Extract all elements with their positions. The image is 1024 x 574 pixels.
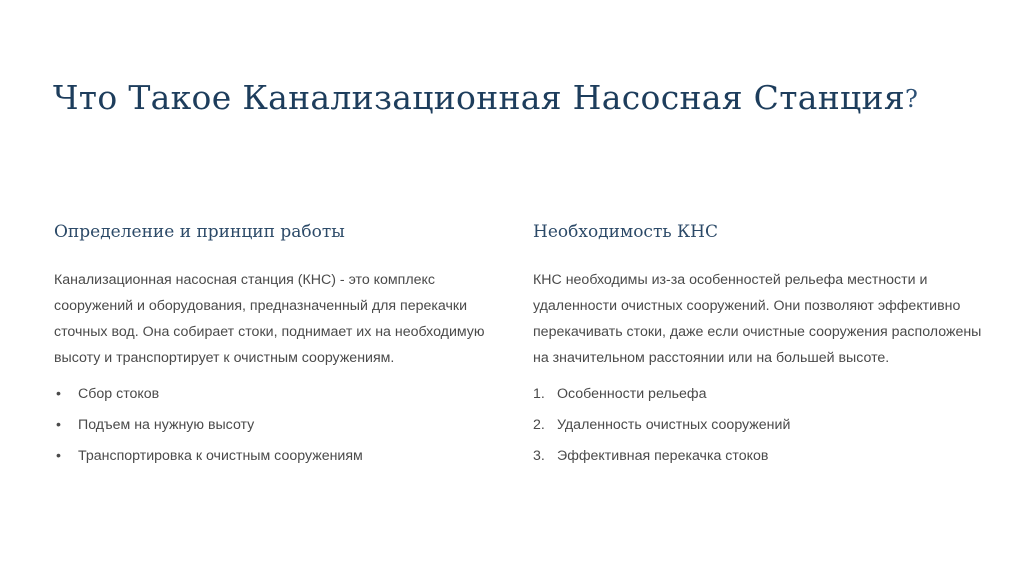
list-item-text: Транспортировка к очистным сооружениям (78, 448, 363, 464)
list-item (533, 415, 983, 446)
list-item (533, 446, 983, 477)
left-column (54, 219, 504, 477)
list-item-text: Удаленность очистных сооружений (557, 417, 791, 433)
list-number: 2. (533, 417, 545, 433)
slide-title-text: Что Такое Канализационная Насосная Станция (53, 78, 905, 117)
bullet-marker: • (56, 386, 61, 402)
list-item-text: Подъем на нужную высоту (78, 417, 255, 433)
right-column (533, 219, 983, 477)
list-item-text: Особенности рельефа (557, 386, 707, 402)
list-item (54, 446, 504, 477)
slide-title-question-mark: ? (904, 85, 919, 113)
slide-title (53, 78, 993, 117)
right-column-heading: Необходимость КНС (533, 222, 719, 242)
list-item (54, 415, 504, 446)
list-number: 3. (533, 448, 545, 464)
list-item-text: Эффективная перекачка стоков (557, 448, 769, 464)
list-item (533, 384, 983, 415)
left-bullet-list (54, 384, 504, 477)
left-column-heading: Определение и принцип работы (54, 222, 345, 242)
right-column-body: КНС необходимы из-за особенностей рельефа местности и удаленности очистных сооружений. Они позволяют эффективно перекачивать стоки, даже если очистные сооружения расположены на значительном расстоянии или на большей высоте. (533, 272, 982, 366)
list-item-text: Сбор стоков (78, 386, 160, 402)
left-column-body: Канализационная насосная станция (КНС) - это комплекс сооружений и оборудования, предназначенный для перекачки сточных вод. Она собирает стоки, поднимает их на необходимую высоту и транспортирует к очистным сооружениям. (54, 272, 485, 366)
list-number: 1. (533, 386, 545, 402)
right-numbered-list (533, 384, 983, 477)
bullet-marker: • (56, 448, 61, 464)
bullet-marker: • (56, 417, 61, 433)
list-item (54, 384, 504, 415)
